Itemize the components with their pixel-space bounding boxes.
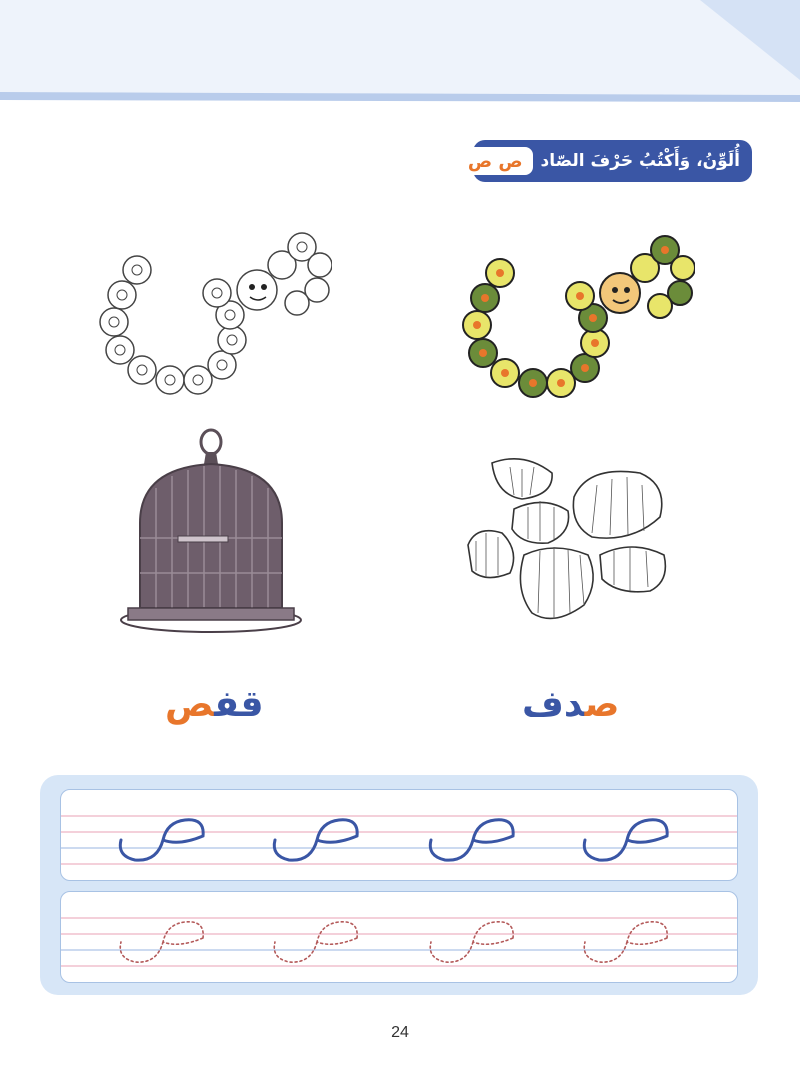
dotted-letter-sad	[584, 922, 667, 962]
instruction-text: أُلَوِّنُ، وَأَكْتُبُ حَرْفَ الصّاد	[540, 151, 740, 171]
instruction-banner	[467, 140, 752, 182]
word-sadaf	[522, 684, 619, 725]
word-qafas	[165, 684, 264, 725]
solid-letter-sad	[120, 820, 203, 860]
dotted-letter-sad	[430, 922, 513, 962]
birdcage-icon	[118, 428, 303, 638]
practice-row-solid	[60, 789, 738, 881]
top-banner-decoration	[0, 0, 800, 110]
seashells-icon	[462, 455, 682, 635]
word-sadaf-first-letter: ص	[584, 684, 620, 725]
solid-letter-sad	[274, 820, 357, 860]
caterpillar-outline-icon	[92, 225, 332, 395]
solid-letter-sad	[584, 820, 667, 860]
page-number: 24	[391, 1024, 409, 1041]
solid-letter-sad	[430, 820, 513, 860]
word-qafas-last-letter: ص	[165, 684, 215, 725]
word-qafas-rest: قف	[214, 684, 264, 725]
dotted-letter-sad	[274, 922, 357, 962]
letter-chip: ص ص	[458, 147, 533, 175]
caterpillar-colored-icon	[455, 228, 695, 398]
dotted-letter-sad	[120, 922, 203, 962]
word-sadaf-rest: دف	[522, 684, 585, 725]
handwriting-practice-frame	[40, 775, 758, 995]
practice-row-dotted[interactable]	[60, 891, 738, 983]
